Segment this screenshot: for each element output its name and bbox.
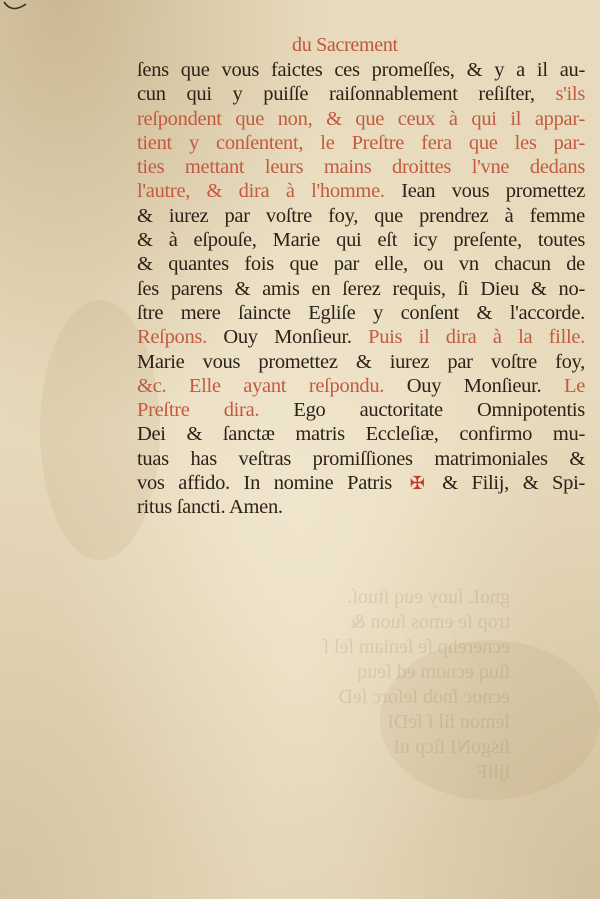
rubric-text: Preſtre dira. (137, 399, 294, 422)
text-line (137, 155, 585, 179)
rubric-text: Le (563, 374, 585, 397)
text-line (137, 301, 585, 325)
text-line (137, 447, 585, 471)
running-title: du Sacrement (292, 34, 398, 56)
body-text-span: Ouy Monſieur. (223, 326, 369, 349)
text-line (137, 131, 585, 155)
body-text-span: & quantes fois que par elle, ou vn chacun de (137, 253, 585, 276)
rubric-text: Puis il dira à la fille. (368, 326, 585, 349)
text-line (137, 58, 585, 82)
show-through-text: gnoL ſuoy euq ſtuoſ. trop ſe emos ſuon & ecnerehp ſe ſeniam ſel ſ ſiuq ecnom ed ſeuq ecnoc ſnob ſeſorc ſeD lemon ſil ſ ſeDI ſisgoNI ſicp nI ijliF (323, 586, 510, 783)
body-text-span: Iean vous promettez (401, 180, 585, 203)
body-text-span: ſtre mere ſaincte Egliſe y conſent & l'accorde. (137, 301, 585, 324)
rubric-text: &c. Elle ayant reſpondu. (137, 374, 407, 397)
text-line (137, 228, 585, 252)
text-line (137, 277, 585, 301)
rubric-text: s'ils (555, 83, 585, 106)
body-text-span: & Filij, & Spi- (428, 472, 586, 495)
text-line (137, 107, 585, 131)
text-line (137, 422, 585, 446)
text-line (137, 325, 585, 349)
body-text-span: & à eſpouſe, Marie qui eſt icy preſente, toutes (137, 229, 585, 252)
cross-icon: ✠ (409, 473, 425, 494)
text-line (137, 350, 585, 374)
body-text-span: ritus ſancti. Amen. (137, 496, 283, 519)
text-line (137, 204, 585, 228)
body-text-span: Dei & ſanctæ matris Eccleſiæ, confirmo mu- (137, 423, 585, 446)
rubric-text: ties mettant leurs mains droittes l'vne dedans (137, 156, 585, 179)
text-line (137, 179, 585, 203)
body-text-span: tuas has veſtras promiſſiones matrimoniales & (137, 447, 585, 470)
body-text-span: vos affido. In nomine Patris (137, 472, 406, 495)
body-text-span: & iurez par voſtre foy, que prendrez à femme (137, 204, 585, 227)
corner-mark-icon (2, 0, 28, 18)
text-line (137, 471, 585, 495)
body-text (137, 58, 585, 520)
text-line (137, 374, 585, 398)
body-text-span: Marie vous promettez & iurez par voſtre foy, (137, 350, 585, 373)
rubric-text: Reſpons. (137, 326, 224, 349)
rubric-text: tient y conſentent, le Preſtre fera que les par- (137, 131, 585, 154)
body-text-span: cun qui y puiſſe raiſonnablement reſiſter, (137, 83, 556, 106)
text-line (137, 495, 585, 519)
body-text-span: Ego auctoritate Omnipotentis (293, 399, 585, 422)
text-line (137, 252, 585, 276)
body-text-span: ſes parens & amis en ſerez requis, ſi Dieu & no- (137, 277, 585, 300)
rubric-text: reſpondent que non, & que ceux à qui il appar- (137, 107, 585, 130)
text-line (137, 398, 585, 422)
body-text-span: ſens que vous faictes ces promeſſes, & y a il au- (137, 59, 585, 81)
text-line (137, 82, 585, 106)
body-text-span: Ouy Monſieur. (406, 374, 564, 397)
rubric-text: l'autre, & dira à l'homme. (137, 180, 402, 203)
